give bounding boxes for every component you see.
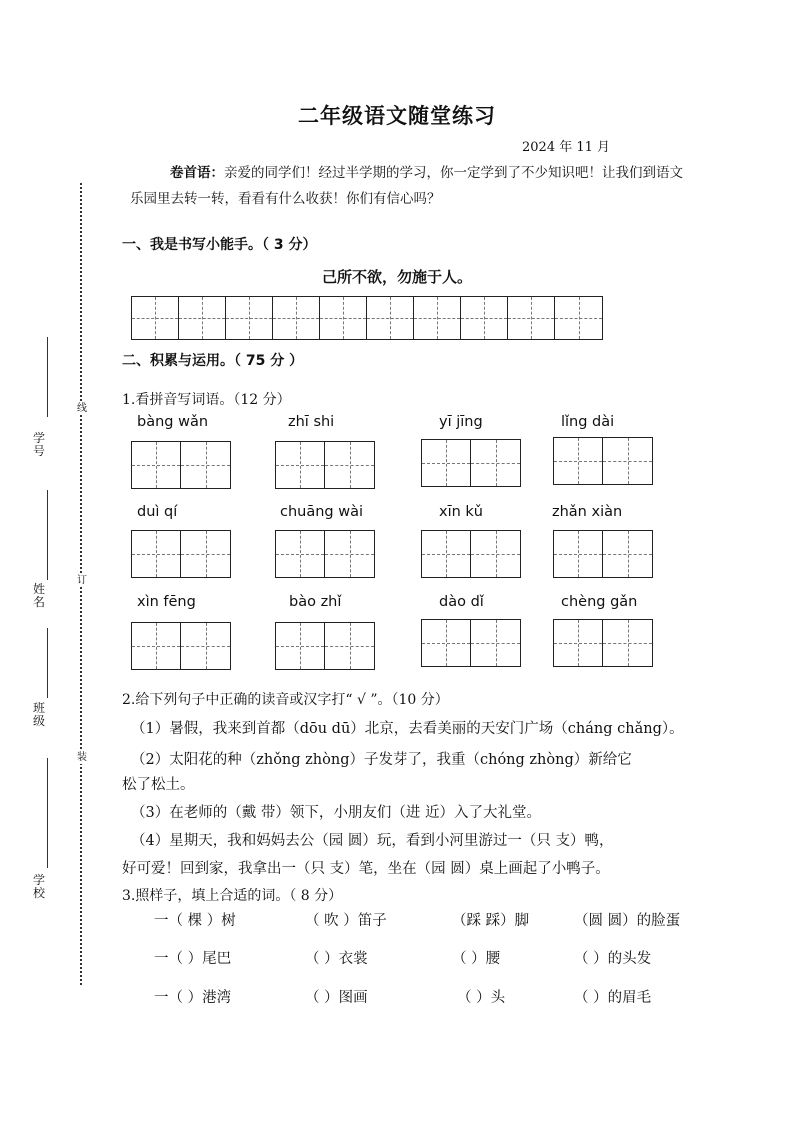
grid-cell[interactable] — [414, 297, 461, 339]
intro-paragraph — [130, 160, 690, 212]
pinyin-label: zhī shi — [288, 414, 335, 430]
section2-title: 二、积累与运用。（ 75 分 ） — [122, 353, 304, 369]
q2-line: 松了松土。 — [122, 777, 195, 793]
writing-grid[interactable] — [131, 296, 603, 340]
name-fill-line — [47, 490, 48, 580]
answer-box[interactable] — [421, 439, 521, 487]
pinyin-label: xìn fēng — [137, 594, 196, 610]
grid-cell[interactable] — [132, 297, 179, 339]
answer-box[interactable] — [275, 441, 375, 489]
grid-cell[interactable] — [226, 297, 273, 339]
grid-cell[interactable] — [461, 297, 508, 339]
school-fill-line — [47, 758, 48, 868]
pinyin-label: chèng gǎn — [561, 594, 638, 610]
grid-cell[interactable] — [555, 297, 602, 339]
q3-item: 一（ 棵 ）树 — [154, 913, 236, 929]
answer-box[interactable] — [421, 530, 521, 578]
answer-box[interactable] — [553, 437, 653, 485]
grid-cell[interactable] — [320, 297, 367, 339]
answer-box[interactable] — [553, 530, 653, 578]
q3-item: （ 吹 ）笛子 — [305, 913, 387, 929]
q3-item[interactable]: （ ）图画 — [305, 990, 368, 1006]
school-label: 学校 — [33, 873, 46, 900]
pinyin-label: xīn kǔ — [439, 504, 483, 520]
pinyin-label: lǐng dài — [561, 414, 615, 430]
answer-box[interactable] — [131, 441, 231, 489]
q2-line: 好可爱！回到家，我拿出一（只 支）笔，坐在（园 圆）桌上画起了小鸭子。 — [122, 861, 610, 877]
exam-date: 2024 年 11 月 — [522, 140, 611, 155]
q3-item: （踩 踩）脚 — [452, 913, 530, 929]
q2-prompt: 2.给下列句子中正确的读音或汉字打“ √ ”。（10 分） — [122, 692, 449, 708]
q2-line: （3）在老师的（戴 带）领下，小朋友们（进 近）入了大礼堂。 — [131, 805, 541, 821]
bind-label: 装 — [77, 751, 90, 764]
answer-box[interactable] — [275, 622, 375, 670]
pinyin-label: zhǎn xiàn — [552, 504, 623, 520]
grid-cell[interactable] — [508, 297, 555, 339]
answer-box[interactable] — [553, 619, 653, 667]
section1-title: 一、我是书写小能手。（ 3 分） — [122, 237, 317, 253]
q3-item[interactable]: 一（ ）尾巴 — [154, 951, 232, 967]
q3-item[interactable]: （ ）腰 — [452, 951, 501, 967]
q3-item[interactable]: （ ）的头发 — [574, 951, 652, 967]
intro-lead: 卷首语： — [170, 165, 224, 181]
student-id-label: 学号 — [33, 431, 46, 458]
q3-item: （圆 圆）的脸蛋 — [574, 913, 681, 929]
page-title: 二年级语文随堂练习 — [298, 104, 496, 128]
pinyin-label: yī jīng — [439, 414, 483, 430]
q2-line: （2）太阳花的种（zhǒng zhòng）子发芽了，我重（chóng zhòng）新给它 — [131, 752, 632, 768]
q2-line: （1）暑假，我来到首都（dōu dū）北京，去看美丽的天安门广场（cháng chǎng）。 — [131, 721, 684, 737]
q2-line: （4）星期天，我和妈妈去公（园 圆）玩，看到小河里游过一（只 支）鸭， — [131, 833, 614, 849]
name-label: 姓名 — [33, 582, 46, 609]
section1-sentence: 己所不欲，勿施于人。 — [321, 268, 472, 286]
pinyin-label: duì qí — [137, 504, 178, 520]
pinyin-label: dào dǐ — [439, 594, 484, 610]
grid-cell[interactable] — [179, 297, 226, 339]
q3-item[interactable]: （ ）头 — [457, 990, 506, 1006]
answer-box[interactable] — [275, 530, 375, 578]
grid-cell[interactable] — [367, 297, 414, 339]
q3-item[interactable]: 一（ ）港湾 — [154, 990, 232, 1006]
class-fill-line — [47, 628, 48, 698]
q3-item[interactable]: （ ）的眉毛 — [574, 990, 652, 1006]
grid-cell[interactable] — [273, 297, 320, 339]
pinyin-label: chuāng wài — [280, 504, 364, 520]
intro-body: 亲爱的同学们！经过半学期的学习，你一定学到了不少知识吧！让我们到语文乐园里去转一转，看看有什么收获！你们有信心吗？ — [130, 165, 683, 207]
q3-item[interactable]: （ ）衣裳 — [305, 951, 368, 967]
q3-prompt: 3.照样子，填上合适的词。（ 8 分） — [122, 888, 343, 904]
pinyin-label: bào zhǐ — [289, 594, 342, 610]
class-label: 班级 — [33, 701, 46, 728]
cut-line-label: 线 — [77, 402, 90, 415]
student-id-fill-line — [47, 337, 48, 417]
answer-box[interactable] — [131, 530, 231, 578]
pinyin-label: bàng wǎn — [137, 414, 209, 430]
answer-box[interactable] — [131, 622, 231, 670]
q1-prompt: 1.看拼音写词语。（12 分） — [122, 392, 291, 408]
staple-label: 订 — [77, 574, 90, 587]
answer-box[interactable] — [421, 619, 521, 667]
